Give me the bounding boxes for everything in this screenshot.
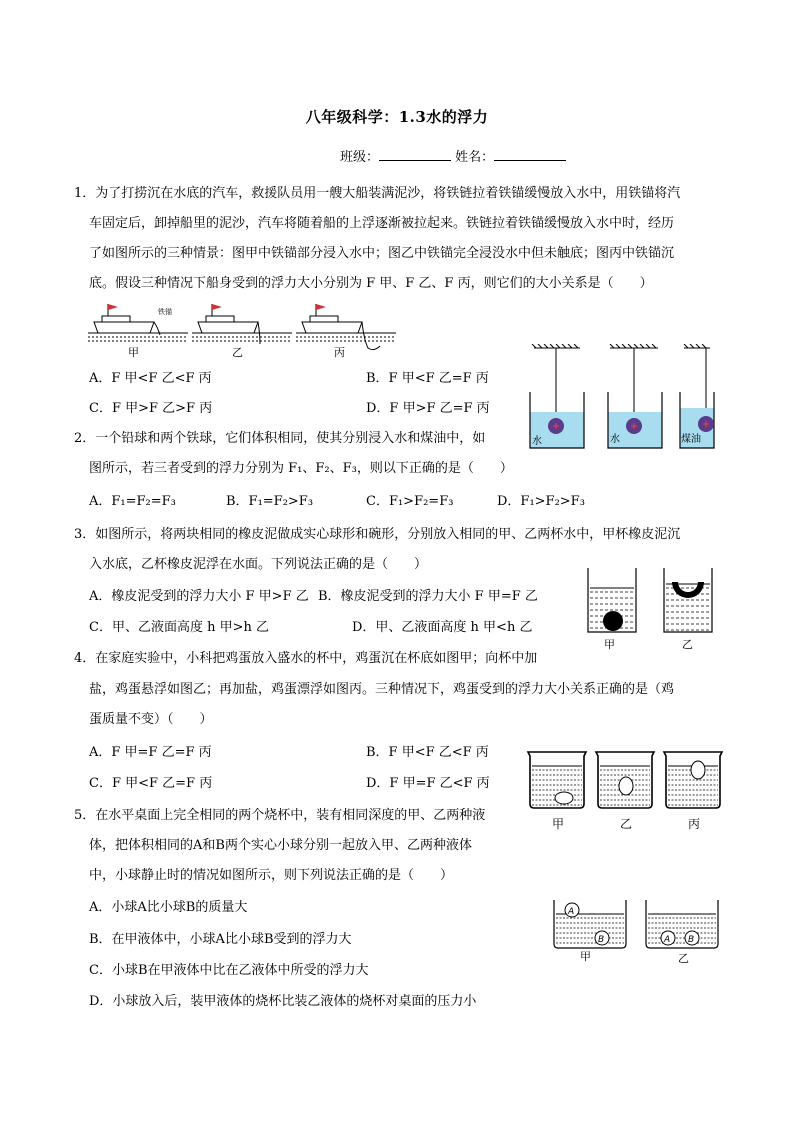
boat-label-bing: 丙 <box>334 346 345 359</box>
q4-option-a[interactable]: A．F 甲=F 乙=F 丙 <box>89 745 212 760</box>
q5-line-1: 5．在水平桌面上完全相同的两个烧杯中，装有相同深度的甲、乙两种液 <box>74 808 486 823</box>
q1-line-2: 车固定后，卸掉船里的泥沙，汽车将随着船的上浮逐渐被拉起来。铁链拉着铁锚缓慢放入水中时，经历 <box>89 216 675 231</box>
q3-line-1: 3．如图所示，将两块相同的橡皮泥做成实心球形和碗形，分别放入相同的甲、乙两杯水中，甲杯橡皮泥沉 <box>74 527 681 542</box>
q5-option-b[interactable]: B．在甲液体中，小球A比小球B受到的浮力大 <box>89 932 352 947</box>
q5-line-2: 体，把体积相同的A和B两个实心小球分别一起放入甲、乙两种液体 <box>89 838 472 853</box>
q2-figure-beakers <box>528 344 718 452</box>
q5-figure-balls <box>552 898 724 964</box>
boat-label-yi: 乙 <box>232 346 243 359</box>
page-title: 八年级科学：1.3水的浮力 <box>305 108 489 126</box>
q2-option-c[interactable]: C．F₁>F₂=F₃ <box>366 494 454 509</box>
name-label: 姓名： <box>455 150 495 165</box>
beaker-label-water-1: 水 <box>532 436 542 447</box>
q2-option-a[interactable]: A．F₁=F₂=F₃ <box>89 494 176 509</box>
q4-line-1: 4．在家庭实验中，小科把鸡蛋放入盛水的杯中，鸡蛋沉在杯底如图甲；向杯中加 <box>74 651 538 666</box>
q3-option-a[interactable]: A．橡皮泥受到的浮力大小 F 甲>F 乙 <box>89 589 309 604</box>
q2-option-b[interactable]: B．F₁=F₂>F₃ <box>226 494 314 509</box>
q2-option-d[interactable]: D．F₁>F₂>F₃ <box>497 494 585 509</box>
beaker-label-kerosene: 煤油 <box>681 434 701 445</box>
q3-line-2: 入水底，乙杯橡皮泥浮在水面。下列说法正确的是（ ） <box>89 557 428 572</box>
q5-line-3: 中，小球静止时的情况如图所示，则下列说法正确的是（ ） <box>89 868 454 883</box>
egg-cup-label-jia: 甲 <box>552 817 565 831</box>
q1-line-3: 了如图所示的三种情景：图甲中铁锚部分浸入水中；图乙中铁锚完全浸没水中但未触底；图丙中铁锚沉 <box>89 246 675 261</box>
cup-label-jia: 甲 <box>604 638 615 651</box>
q2-line-1: 2．一个铅球和两个铁球，它们体积相同，使其分别浸入水和煤油中，如 <box>74 431 486 446</box>
ball-label-b-jia: B <box>598 935 605 945</box>
q4-option-d[interactable]: D．F 甲=F 乙<F 丙 <box>366 776 490 791</box>
q2-line-2: 图所示，若三者受到的浮力分别为 F₁、F₂、F₃，则以下正确的是（ ） <box>89 461 513 476</box>
q3-figure-cups <box>586 566 722 652</box>
cup-label-yi: 乙 <box>682 638 693 651</box>
beaker-label-jia: 甲 <box>580 950 591 963</box>
student-info-line <box>340 146 566 165</box>
q1-figure-boats <box>88 300 400 362</box>
q1-option-d[interactable]: D．F 甲>F 乙=F 丙 <box>366 401 490 416</box>
q1-option-c[interactable]: C．F 甲>F 乙>F 丙 <box>89 401 213 416</box>
q4-line-2: 盐，鸡蛋悬浮如图乙；再加盐，鸡蛋漂浮如图丙。三种情况下，鸡蛋受到的浮力大小关系正确的是（鸡 <box>89 682 675 697</box>
class-blank[interactable] <box>379 148 451 161</box>
q4-option-c[interactable]: C．F 甲<F 乙=F 丙 <box>89 776 213 791</box>
q3-option-b[interactable]: B．橡皮泥受到的浮力大小 F 甲=F 乙 <box>318 589 538 604</box>
boat-label-jia: 甲 <box>128 346 139 359</box>
q4-option-b[interactable]: B．F 甲<F 乙<F 丙 <box>366 745 489 760</box>
q1-line-1: 1．为了打捞沉在水底的汽车，救援队员用一艘大船装满泥沙，将铁链拉着铁锚缓慢放入水中，用铁锚将汽 <box>74 186 681 201</box>
egg-cup-label-yi: 乙 <box>620 817 633 831</box>
anchor-label: 铁锚 <box>158 308 172 316</box>
q5-option-c[interactable]: C．小球B在甲液体中比在乙液体中所受的浮力大 <box>89 963 369 978</box>
class-label: 班级： <box>340 150 380 165</box>
ball-label-b-yi: B <box>688 935 695 945</box>
q5-option-a[interactable]: A．小球A比小球B的质量大 <box>89 900 248 915</box>
beaker-label-yi: 乙 <box>678 952 689 964</box>
q1-option-a[interactable]: A．F 甲<F 乙<F 丙 <box>89 371 212 386</box>
q5-option-d[interactable]: D．小球放入后，装甲液体的烧杯比装乙液体的烧杯对桌面的压力小 <box>89 994 477 1009</box>
q1-option-b[interactable]: B．F 甲<F 乙=F 丙 <box>366 371 489 386</box>
egg-cup-label-bing: 丙 <box>688 817 701 831</box>
q4-figure-eggs <box>526 748 730 834</box>
q3-option-c[interactable]: C．甲、乙液面高度 h 甲>h 乙 <box>89 620 269 635</box>
q4-line-3: 蛋质量不变）（ ） <box>89 712 213 727</box>
ball-label-a-yi: A <box>664 935 671 945</box>
beaker-label-water-2: 水 <box>610 434 620 445</box>
q3-option-d[interactable]: D．甲、乙液面高度 h 甲<h 乙 <box>352 620 533 635</box>
name-blank[interactable] <box>494 148 566 161</box>
q1-line-4: 底。假设三种情况下船身受到的浮力大小分别为 F 甲、F 乙、F 丙，则它们的大小关系是（ ） <box>89 276 653 291</box>
ball-label-a-jia: A <box>568 907 575 917</box>
